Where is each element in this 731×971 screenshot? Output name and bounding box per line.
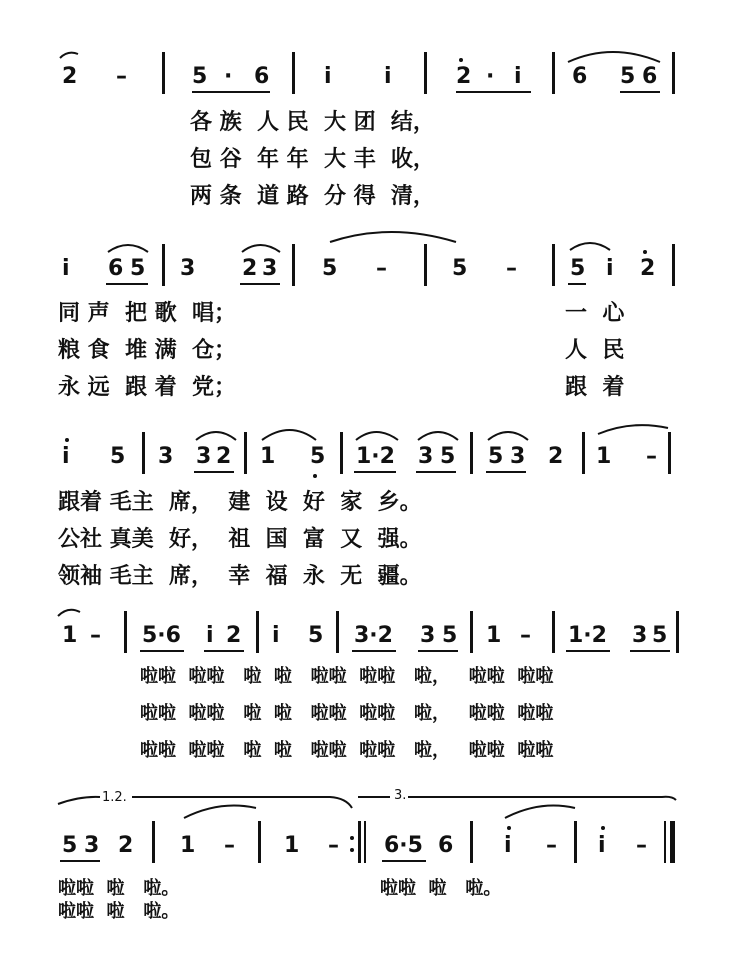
note: 5 [192, 64, 208, 89]
tie [60, 53, 78, 58]
note: 1·2 [568, 623, 607, 648]
lyric-line: 跟着 毛主 席， 建 设 好 家 乡。 [58, 490, 422, 515]
note: 6 [642, 64, 658, 89]
note: 3 [510, 444, 526, 469]
note: 3 [158, 444, 174, 469]
note-dash: – [546, 833, 557, 858]
note: 1 [62, 623, 78, 648]
note: 5 [620, 64, 636, 89]
note: 1·2 [356, 444, 395, 469]
note: i [206, 623, 214, 648]
note: 2 [226, 623, 242, 648]
note-dash: – [520, 623, 531, 648]
note: i [504, 833, 512, 858]
note: 5 [322, 256, 338, 281]
note: 1 [284, 833, 300, 858]
note: 6 [254, 64, 270, 89]
note: 5 [308, 623, 324, 648]
note: 3·2 [354, 623, 393, 648]
note: 3 [632, 623, 648, 648]
volta-label: 3. [394, 788, 407, 803]
note: 3 [84, 833, 100, 858]
note-dash: – [636, 833, 647, 858]
tie [598, 425, 668, 434]
note: 5 [652, 623, 668, 648]
note-dash: – [646, 444, 657, 469]
slur [488, 432, 528, 440]
note-dash: – [376, 256, 387, 281]
note: 5 [442, 623, 458, 648]
lyric-line: 啦啦 啦啦 啦 啦 啦啦 啦啦 啦， 啦啦 啦啦 [140, 666, 554, 687]
note: 2 [216, 444, 232, 469]
note: i [62, 444, 70, 469]
slur [184, 806, 256, 818]
lyric-line: 啦啦 啦 啦。 [58, 878, 180, 899]
dot: · [486, 64, 495, 89]
lyric-line: 啦啦 啦 啦。 [58, 901, 180, 922]
note: 6·5 [384, 833, 423, 858]
note: 5 [440, 444, 456, 469]
note: 6 [108, 256, 124, 281]
slur [568, 52, 660, 62]
slur [505, 806, 575, 818]
note: 1 [180, 833, 196, 858]
note: 3 [196, 444, 212, 469]
note: 3 [418, 444, 434, 469]
note: 2 [118, 833, 134, 858]
tie [330, 232, 456, 242]
lyric-line: 一 心 [565, 301, 625, 326]
note: i [384, 64, 392, 89]
note: 2 [548, 444, 564, 469]
slur [108, 245, 148, 252]
note: 1 [260, 444, 276, 469]
lyric-line: 同 声 把 歌 唱； [58, 301, 236, 326]
note: i [606, 256, 614, 281]
note: 1 [596, 444, 612, 469]
lyric-line: 人 民 [565, 338, 625, 363]
note: 6 [438, 833, 454, 858]
tie [58, 610, 80, 616]
note: 5 [488, 444, 504, 469]
note: 3 [420, 623, 436, 648]
dot: · [224, 64, 233, 89]
note: 1 [486, 623, 502, 648]
note-dash: – [224, 833, 235, 858]
volta-bracket [58, 797, 100, 804]
note: i [324, 64, 332, 89]
note-dash: – [506, 256, 517, 281]
note: 3 [262, 256, 278, 281]
note: 2 [640, 256, 656, 281]
lyric-line: 包 谷 年 年 大 丰 收， [190, 147, 435, 172]
note-dash: – [90, 623, 101, 648]
slur [570, 243, 610, 250]
note: 2 [242, 256, 258, 281]
note: i [514, 64, 522, 89]
note-dash: – [116, 64, 127, 89]
slur [418, 432, 458, 440]
lyric-line: 啦啦 啦 啦。 [380, 878, 502, 899]
lyric-line: 啦啦 啦啦 啦 啦 啦啦 啦啦 啦， 啦啦 啦啦 [140, 740, 554, 761]
slur [262, 430, 316, 440]
note: 5 [110, 444, 126, 469]
slur [356, 432, 398, 440]
note: 5 [130, 256, 146, 281]
note: 5 [62, 833, 78, 858]
note: 6 [572, 64, 588, 89]
note: 5 [310, 444, 326, 469]
lyric-line: 永 远 跟 着 党； [58, 375, 236, 400]
note-dash: – [328, 833, 339, 858]
lyric-line: 啦啦 啦啦 啦 啦 啦啦 啦啦 啦， 啦啦 啦啦 [140, 703, 554, 724]
note: i [62, 256, 70, 281]
note: 5 [570, 256, 586, 281]
note: i [272, 623, 280, 648]
note: 2 [456, 64, 472, 89]
note: i [598, 833, 606, 858]
note: 3 [180, 256, 196, 281]
lyric-line: 跟 着 [565, 375, 625, 400]
lyric-line: 领袖 毛主 席， 幸 福 永 无 疆。 [58, 564, 422, 589]
lyric-line: 各 族 人 民 大 团 结， [190, 110, 435, 135]
lyric-line: 两 条 道 路 分 得 清， [190, 184, 435, 209]
volta-label: 1.2. [102, 790, 127, 805]
note: 2 [62, 64, 78, 89]
slur [242, 245, 280, 252]
slur [196, 432, 236, 440]
lyric-line: 粮 食 堆 满 仓； [58, 338, 236, 363]
note: 5·6 [142, 623, 181, 648]
lyric-line: 公社 真美 好， 祖 国 富 又 强。 [58, 527, 422, 552]
note: 5 [452, 256, 468, 281]
volta-bracket [408, 797, 676, 800]
